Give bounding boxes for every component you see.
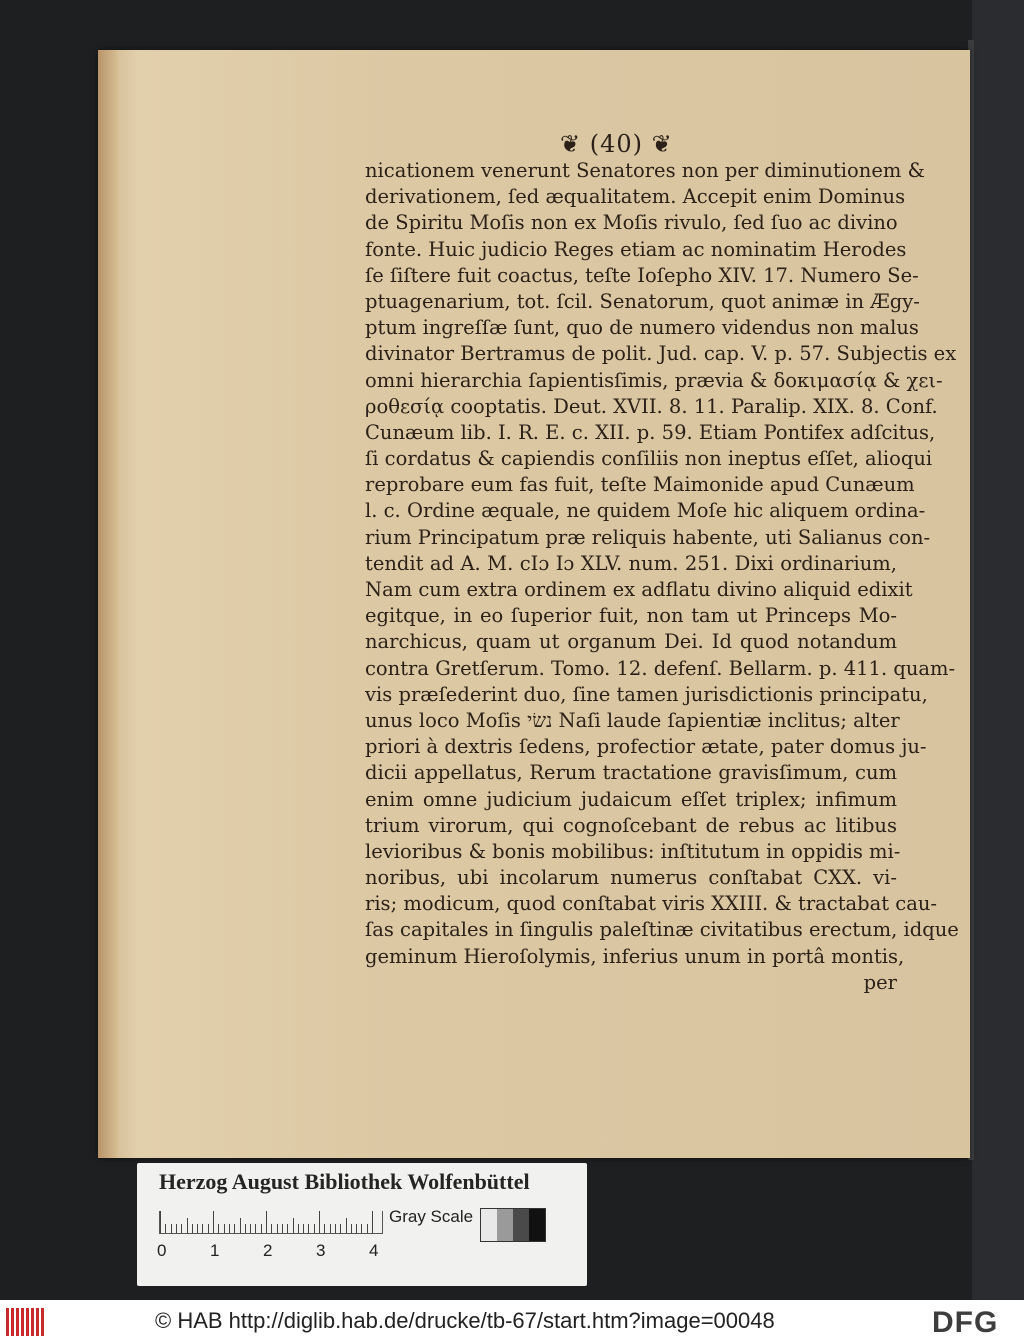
page-body-text (365, 158, 959, 996)
ruler-tick (213, 1211, 214, 1233)
ruler-tick (340, 1224, 341, 1233)
ruler-tick (181, 1224, 182, 1233)
text-line: reprobare eum fas fuit, teſte Maimonide apud Cunæum (365, 473, 915, 497)
catchword: per (863, 970, 897, 994)
ruler-tick (335, 1224, 336, 1233)
text-line: trium virorum, qui cognoſcebant de rebus ac litibus (365, 813, 897, 837)
ruler-tick (240, 1218, 241, 1233)
ruler-tick (282, 1224, 283, 1233)
ruler-tick (277, 1224, 278, 1233)
text-line: geminum Hieroſolymis, inferius unum in portâ montis, (365, 944, 905, 968)
ruler-tick (250, 1224, 251, 1233)
text-line: ροθεσίᾳ cooptatis. Deut. XVII. 8. 11. Paralip. XIX. 8. Conf. (365, 394, 938, 418)
ruler-tick (192, 1224, 193, 1233)
ruler-tick (372, 1211, 373, 1233)
ruler-tick (330, 1224, 331, 1233)
gray-scale-label: Gray Scale (389, 1207, 474, 1226)
ruler-label: 0 (157, 1241, 167, 1260)
ruler-tick (234, 1224, 235, 1233)
ruler-tick (261, 1224, 262, 1233)
gray-swatch (529, 1209, 545, 1241)
text-line: Nam cum extra ordinem ex adflatu divino aliquid edixit (365, 578, 913, 601)
ruler-tick (165, 1224, 166, 1233)
adjacent-page-strip (972, 0, 1024, 1300)
text-line: tendit ad A. M. cIɔ Iɔ XLV. num. 251. Dixi ordinarium, (365, 551, 897, 575)
ruler-tick (271, 1224, 272, 1233)
footer-credit-link[interactable]: © HAB http://diglib.hab.de/drucke/tb-67/start.htm?image=00048 (155, 1308, 775, 1333)
ruler-tick (361, 1224, 362, 1233)
ruler-tick (229, 1224, 230, 1233)
ruler-tick (287, 1224, 288, 1233)
ruler-tick (197, 1224, 198, 1233)
ruler-label: 1 (210, 1241, 220, 1260)
ruler-label: 3 (316, 1241, 326, 1260)
ruler-tick (160, 1211, 161, 1233)
text-line: divinator Bertramus de polit. Jud. cap. V. p. 57. Subjectis ex (365, 342, 957, 366)
ruler-tick (171, 1224, 172, 1233)
text-line: ſas capitales in ſingulis paleſtinæ civitatibus erectum, idque (365, 918, 959, 942)
ruler-tick (346, 1218, 347, 1233)
text-line: omni hierarchia ſapientisſimis, prævia & δοκιμασίᾳ & χει- (365, 368, 943, 392)
ruler-tick (303, 1224, 304, 1233)
ruler-tick (314, 1224, 315, 1233)
text-line: noribus, ubi incolarum numerus conſtabat CXX. vi- (365, 866, 897, 890)
ruler-tick (356, 1224, 357, 1233)
text-line: derivationem, ſed æqualitatem. Accepit enim Dominus (365, 185, 906, 209)
centimeter-ruler (159, 1211, 383, 1234)
text-line: vis præſederint duo, ſine tamen jurisdictionis principatu, (365, 682, 928, 706)
text-line: nicationem venerunt Senatores non per diminutionem & (365, 159, 925, 182)
ruler-tick (367, 1224, 368, 1233)
text-line: fonte. Huic judicio Reges etiam ac nominatim Herodes (365, 237, 907, 261)
page-edge (98, 50, 118, 1158)
ruler-tick (255, 1224, 256, 1233)
gray-swatch (481, 1209, 497, 1241)
gray-swatch (513, 1209, 529, 1241)
hab-logo-icon (6, 1308, 46, 1336)
ruler-tick (308, 1224, 309, 1233)
text-line: rium Principatum præ reliquis habente, uti Salianus con- (365, 525, 931, 549)
text-line: Cunæum lib. I. R. E. c. XII. p. 59. Etiam Pontifex adſcitus, (365, 420, 936, 444)
text-line: l. c. Ordine æquale, ne quidem Moſe hic aliquem ordina- (365, 499, 926, 523)
ruler-tick (266, 1211, 267, 1233)
text-line: unus loco Moſis נשׂי Naſi laude ſapientiæ inclitus; alter (365, 708, 900, 732)
ruler-tick (176, 1224, 177, 1233)
ruler-tick (298, 1224, 299, 1233)
ruler-tick (319, 1211, 320, 1233)
text-line: ſe ſiſtere fuit coactus, teſte Ioſepho XIV. 17. Numero Se- (365, 263, 919, 287)
text-line: dicii appellatus, Rerum tractatione gravisſimum, cum (365, 761, 897, 785)
ruler-tick (245, 1224, 246, 1233)
ruler-tick (202, 1224, 203, 1233)
text-line: ptuagenarium, tot. ſcil. Senatorum, quot animæ in Ægy- (365, 289, 920, 313)
text-line: levioribus & bonis mobilibus: inſtitutum in oppidis mi- (365, 839, 901, 863)
text-line: ſi cordatus & capiendis conſiliis non ineptus eſſet, alioqui (365, 447, 933, 471)
ruler-label: 2 (263, 1241, 273, 1260)
text-line: egitque, in eo ſuperior fuit, non tam ut Princeps Mo- (365, 604, 897, 628)
text-line: contra Gretſerum. Tomo. 12. defenſ. Bellarm. p. 411. quam- (365, 656, 956, 680)
text-line: ris; modicum, quod conſtabat viris XXIII. & tractabat cau- (365, 892, 938, 916)
ruler-tick (224, 1224, 225, 1233)
dfg-logo: DFG (932, 1306, 999, 1339)
ruler-tick (218, 1224, 219, 1233)
ruler-tick (293, 1218, 294, 1233)
footer-bar (0, 1300, 1024, 1344)
color-target-card (137, 1163, 587, 1286)
text-line: de Spiritu Moſis non ex Moſis rivulo, ſed ſuo ac divino (365, 211, 898, 235)
ruler-label: 4 (369, 1241, 379, 1260)
ruler-tick (351, 1224, 352, 1233)
ruler-tick (208, 1224, 209, 1233)
ruler-tick (324, 1224, 325, 1233)
text-line: ptum ingreſſæ ſunt, quo de numero videndus non malus (365, 316, 919, 340)
ruler-tick (187, 1218, 188, 1233)
gray-swatch (497, 1209, 513, 1241)
library-name: Herzog August Bibliothek Wolfenbüttel (159, 1169, 530, 1194)
text-line: priori à dextris ſedens, profectior ætate, pater domus ju- (365, 735, 927, 759)
page-header: ❦ (40) ❦ (560, 130, 673, 158)
gray-scale-swatches (480, 1208, 546, 1242)
text-line: enim omne judicium judaicum eſſet triplex; infimum (365, 787, 897, 811)
text-line: narchicus, quam ut organum Dei. Id quod notandum (365, 630, 897, 654)
